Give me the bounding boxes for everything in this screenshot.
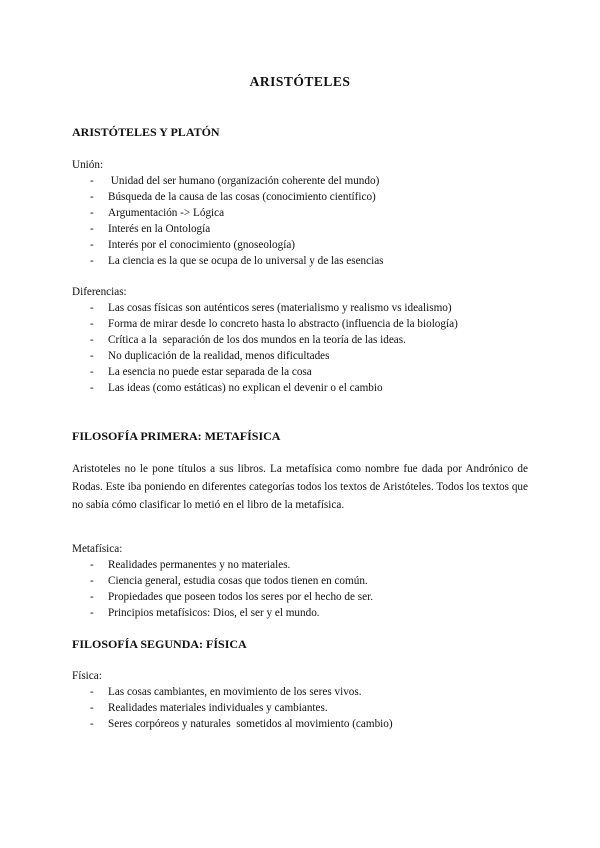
- bullet-dash: -: [90, 191, 94, 203]
- list-item: [0, 573, 373, 589]
- document-title: ARISTÓTELES: [249, 74, 351, 89]
- diferencias-list: [0, 300, 458, 396]
- bullet-dash: -: [90, 302, 94, 314]
- list-item: [0, 716, 393, 732]
- list-item-text: Crítica a la separación de los dos mundos en la teoría de las ideas.: [108, 334, 406, 346]
- list-item-text: Las cosas cambiantes, en movimiento de los seres vivos.: [108, 686, 362, 698]
- list-item-text: Unidad del ser humano (organización coherente del mundo): [108, 175, 380, 187]
- list-item-text: Forma de mirar desde lo concreto hasta lo abstracto (influencia de la biología): [108, 318, 458, 330]
- list-item: [0, 221, 384, 237]
- bullet-dash: -: [90, 350, 94, 362]
- fisica-list: [0, 684, 393, 732]
- list-item-text: La esencia no puede estar separada de la cosa: [108, 366, 312, 378]
- list-item: [0, 700, 393, 716]
- list-item: [0, 237, 384, 253]
- list-item: [0, 364, 458, 380]
- union-list: [0, 173, 384, 269]
- list-item-text: Interés en la Ontología: [108, 223, 211, 235]
- list-item-text: Argumentación -> Lógica: [108, 207, 225, 219]
- list-item: [0, 348, 458, 364]
- group-label-fisica: Física:: [72, 670, 102, 682]
- metafisica-list: [0, 557, 373, 621]
- list-item: [0, 684, 393, 700]
- list-item: [0, 380, 458, 396]
- bullet-dash: -: [90, 366, 94, 378]
- bullet-dash: -: [90, 702, 94, 714]
- list-item-text: Propiedades que poseen todos los seres por el hecho de ser.: [108, 591, 374, 603]
- bullet-dash: -: [90, 334, 94, 346]
- list-item: [0, 332, 458, 348]
- section-heading-metafisica: FILOSOFÍA PRIMERA: METAFÍSICA: [72, 429, 281, 443]
- section-heading-fisica: FILOSOFÍA SEGUNDA: FÍSICA: [72, 637, 247, 651]
- bullet-dash: -: [90, 686, 94, 698]
- group-label-union: Unión:: [72, 159, 104, 171]
- bullet-dash: -: [90, 223, 94, 235]
- list-item: [0, 205, 384, 221]
- list-item-text: Seres corpóreos y naturales sometidos al movimiento (cambio): [108, 718, 393, 730]
- group-label-metafisica: Metafísica:: [72, 543, 123, 555]
- bullet-dash: -: [90, 575, 94, 587]
- metafisica-paragraph: Aristoteles no le pone títulos a sus libros. La metafísica como nombre fue dada por Andrónico de Rodas. Este iba poniendo en diferentes categorías todos los textos de Aristóteles. Todos los textos que no sabía cómo clasificar lo metió en el libro de la metafísica.: [72, 463, 528, 511]
- list-item: [0, 557, 373, 573]
- list-item: [0, 316, 458, 332]
- list-item-text: No duplicación de la realidad, menos dificultades: [108, 350, 330, 362]
- list-item: [0, 253, 384, 269]
- list-item: [0, 189, 384, 205]
- bullet-dash: -: [90, 207, 94, 219]
- group-label-diferencias: Diferencias:: [72, 286, 127, 298]
- bullet-dash: -: [90, 718, 94, 730]
- bullet-dash: -: [90, 382, 94, 394]
- list-item-text: Interés por el conocimiento (gnoseología): [108, 239, 296, 251]
- list-item-text: Las ideas (como estáticas) no explican el devenir o el cambio: [108, 382, 383, 394]
- bullet-dash: -: [90, 559, 94, 571]
- list-item: [0, 173, 384, 189]
- list-item: [0, 605, 373, 621]
- list-item-text: Realidades permanentes y no materiales.: [108, 559, 291, 571]
- bullet-dash: -: [90, 591, 94, 603]
- list-item: [0, 300, 458, 316]
- list-item-text: Realidades materiales individuales y cambiantes.: [108, 702, 328, 714]
- section-heading-aristoteles-platon: ARISTÓTELES Y PLATÓN: [72, 125, 220, 139]
- list-item: [0, 589, 373, 605]
- bullet-dash: -: [90, 255, 94, 267]
- bullet-dash: -: [90, 175, 94, 187]
- list-item-text: Principios metafísicos: Dios, el ser y el mundo.: [108, 607, 320, 619]
- bullet-dash: -: [90, 239, 94, 251]
- list-item-text: Ciencia general, estudia cosas que todos tienen en común.: [108, 575, 368, 587]
- list-item-text: Búsqueda de la causa de las cosas (conocimiento científico): [108, 191, 376, 203]
- list-item-text: Las cosas físicas son auténticos seres (materialismo y realismo vs idealismo): [108, 302, 452, 314]
- bullet-dash: -: [90, 607, 94, 619]
- list-item-text: La ciencia es la que se ocupa de lo universal y de las esencias: [108, 255, 384, 267]
- bullet-dash: -: [90, 318, 94, 330]
